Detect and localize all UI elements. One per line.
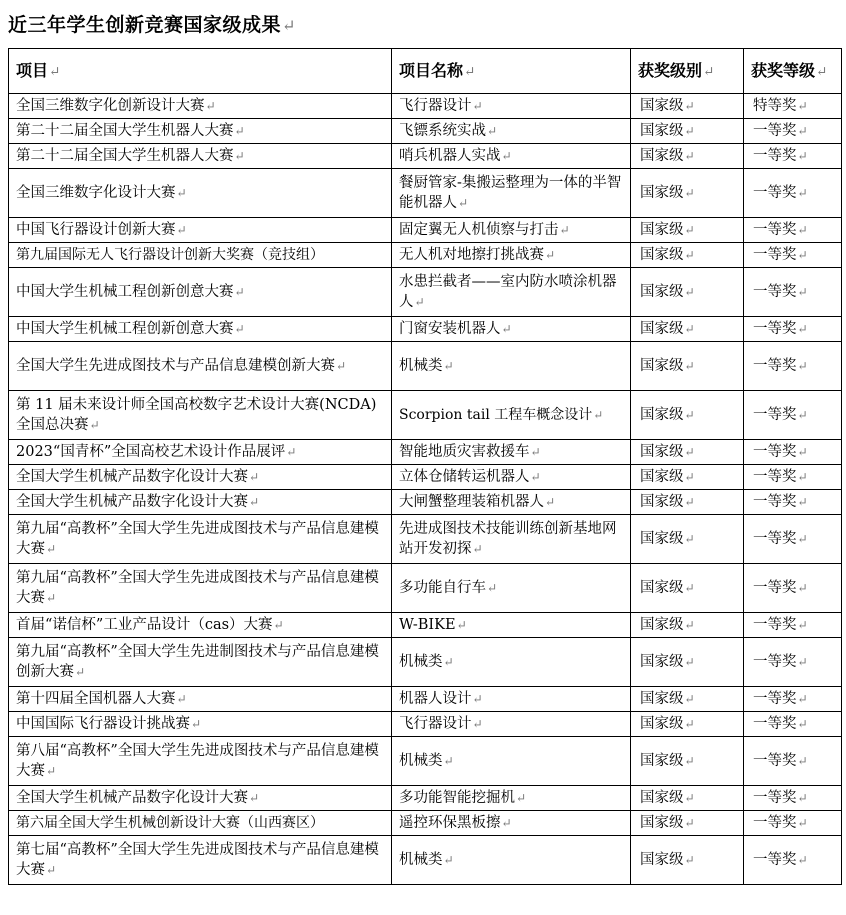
table-row (9, 811, 842, 836)
cell-project: 第二十二届全国大学生机器人大赛↵ (9, 144, 392, 169)
table-row (9, 638, 842, 687)
cell-award-level: 国家级↵ (631, 515, 744, 564)
cell-award-grade: 一等奖↵ (744, 687, 842, 712)
cell-award-level: 国家级↵ (631, 786, 744, 811)
table-row (9, 712, 842, 737)
cell-award-grade: 一等奖↵ (744, 391, 842, 440)
table-row (9, 342, 842, 391)
table-row (9, 391, 842, 440)
cell-project: 2023“国青杯”全国高校艺术设计作品展评↵ (9, 440, 392, 465)
cell-project-name: 遥控环保黑板擦↵ (392, 811, 631, 836)
cell-project: 中国大学生机械工程创新创意大赛↵ (9, 317, 392, 342)
cell-award-grade: 一等奖↵ (744, 440, 842, 465)
table-row (9, 786, 842, 811)
cell-project: 全国大学生机械产品数字化设计大赛↵ (9, 490, 392, 515)
cell-project-name: 餐厨管家-集搬运整理为一体的半智能机器人↵ (392, 169, 631, 218)
cell-project-name: 机械类↵ (392, 638, 631, 687)
cell-project-name: 无人机对地擦打挑战赛↵ (392, 243, 631, 268)
cell-award-grade: 一等奖↵ (744, 144, 842, 169)
cell-award-level: 国家级↵ (631, 119, 744, 144)
cell-award-level: 国家级↵ (631, 243, 744, 268)
cell-award-grade: 一等奖↵ (744, 317, 842, 342)
cell-project-name: 固定翼无人机侦察与打击↵ (392, 218, 631, 243)
cell-project-name: 多功能自行车↵ (392, 564, 631, 613)
cell-project-name: 飞镖系统实战↵ (392, 119, 631, 144)
cell-award-grade: 一等奖↵ (744, 811, 842, 836)
cell-project: 第八届“高教杯”全国大学生先进成图技术与产品信息建模大赛↵ (9, 737, 392, 786)
cell-award-grade: 一等奖↵ (744, 342, 842, 391)
cell-award-grade: 一等奖↵ (744, 119, 842, 144)
cell-project-name: 哨兵机器人实战↵ (392, 144, 631, 169)
cell-award-grade: 一等奖↵ (744, 712, 842, 737)
cell-project: 首届“诺信杯”工业产品设计（cas）大赛↵ (9, 613, 392, 638)
cell-project: 第二十二届全国大学生机器人大赛↵ (9, 119, 392, 144)
cell-project-name: 飞行器设计↵ (392, 712, 631, 737)
table-header-row (9, 49, 842, 94)
cell-project: 第十四届全国机器人大赛↵ (9, 687, 392, 712)
cell-project-name: 先进成图技术技能训练创新基地网站开发初探↵ (392, 515, 631, 564)
cell-award-level: 国家级↵ (631, 490, 744, 515)
header-project-name: 项目名称↵ (392, 49, 631, 94)
cell-project-name: 机械类↵ (392, 342, 631, 391)
cell-award-level: 国家级↵ (631, 218, 744, 243)
header-award-grade: 获奖等级↵ (744, 49, 842, 94)
cell-project-name: 机械类↵ (392, 737, 631, 786)
header-award-level: 获奖级别↵ (631, 49, 744, 94)
cell-award-level: 国家级↵ (631, 144, 744, 169)
header-project: 项目↵ (9, 49, 392, 94)
cell-project: 第九届“高教杯”全国大学生先进成图技术与产品信息建模大赛↵ (9, 564, 392, 613)
cell-award-level: 国家级↵ (631, 94, 744, 119)
cell-project-name: 立体仓储转运机器人↵ (392, 465, 631, 490)
table-row (9, 490, 842, 515)
cell-project-name: Scorpion tail 工程车概念设计↵ (392, 391, 631, 440)
cell-award-grade: 一等奖↵ (744, 490, 842, 515)
cell-project-name: 智能地质灾害救援车↵ (392, 440, 631, 465)
cell-award-grade: 一等奖↵ (744, 836, 842, 885)
table-row (9, 119, 842, 144)
cell-project: 第七届“高教杯”全国大学生先进成图技术与产品信息建模大赛↵ (9, 836, 392, 885)
cell-project: 全国三维数字化设计大赛↵ (9, 169, 392, 218)
cell-award-level: 国家级↵ (631, 268, 744, 317)
cell-project-name: 水患拦截者——室内防水喷涂机器人↵ (392, 268, 631, 317)
table-row (9, 169, 842, 218)
cell-award-grade: 一等奖↵ (744, 465, 842, 490)
cell-award-grade: 一等奖↵ (744, 243, 842, 268)
cell-project-name: 飞行器设计↵ (392, 94, 631, 119)
cell-project: 中国国际飞行器设计挑战赛↵ (9, 712, 392, 737)
cell-award-grade: 一等奖↵ (744, 786, 842, 811)
cell-project-name: 大闸蟹整理装箱机器人↵ (392, 490, 631, 515)
cell-award-level: 国家级↵ (631, 811, 744, 836)
cell-project-name: 机械类↵ (392, 836, 631, 885)
table-row (9, 268, 842, 317)
cell-award-level: 国家级↵ (631, 687, 744, 712)
cell-award-level: 国家级↵ (631, 169, 744, 218)
cell-award-level: 国家级↵ (631, 564, 744, 613)
table-row (9, 440, 842, 465)
cell-award-grade: 一等奖↵ (744, 638, 842, 687)
table-row (9, 144, 842, 169)
table-row (9, 737, 842, 786)
cell-project: 中国大学生机械工程创新创意大赛↵ (9, 268, 392, 317)
awards-table (8, 48, 842, 885)
cell-award-grade: 一等奖↵ (744, 737, 842, 786)
cell-award-grade: 一等奖↵ (744, 268, 842, 317)
cell-award-level: 国家级↵ (631, 317, 744, 342)
table-row (9, 94, 842, 119)
cell-project: 全国大学生机械产品数字化设计大赛↵ (9, 786, 392, 811)
cell-award-level: 国家级↵ (631, 465, 744, 490)
cell-project: 全国三维数字化创新设计大赛↵ (9, 94, 392, 119)
table-row (9, 613, 842, 638)
table-row (9, 465, 842, 490)
cell-award-grade: 一等奖↵ (744, 515, 842, 564)
cell-award-level: 国家级↵ (631, 391, 744, 440)
cell-project: 第九届“高教杯”全国大学生先进成图技术与产品信息建模大赛↵ (9, 515, 392, 564)
cell-project: 第六届全国大学生机械创新设计大赛（山西赛区） (9, 811, 392, 836)
table-row (9, 687, 842, 712)
table-row (9, 218, 842, 243)
cell-award-level: 国家级↵ (631, 737, 744, 786)
cell-project: 全国大学生先进成图技术与产品信息建模创新大赛↵ (9, 342, 392, 391)
cell-project-name: W-BIKE↵ (392, 613, 631, 638)
table-row (9, 317, 842, 342)
table-row (9, 515, 842, 564)
cell-award-level: 国家级↵ (631, 712, 744, 737)
cell-award-grade: 一等奖↵ (744, 218, 842, 243)
cell-award-level: 国家级↵ (631, 613, 744, 638)
cell-project: 第 11 届未来设计师全国高校数字艺术设计大赛(NCDA)全国总决赛↵ (9, 391, 392, 440)
cell-award-grade: 一等奖↵ (744, 613, 842, 638)
cell-award-level: 国家级↵ (631, 440, 744, 465)
table-row (9, 243, 842, 268)
cell-award-grade: 特等奖↵ (744, 94, 842, 119)
table-row (9, 564, 842, 613)
cell-project: 中国飞行器设计创新大赛↵ (9, 218, 392, 243)
table-row (9, 836, 842, 885)
cell-award-level: 国家级↵ (631, 638, 744, 687)
cell-project-name: 多功能智能挖掘机↵ (392, 786, 631, 811)
cell-award-grade: 一等奖↵ (744, 169, 842, 218)
cell-project: 全国大学生机械产品数字化设计大赛↵ (9, 465, 392, 490)
cell-award-level: 国家级↵ (631, 836, 744, 885)
document-title: 近三年学生创新竞赛国家级成果↵ (8, 14, 297, 36)
cell-project: 第九届“高教杯”全国大学生先进制图技术与产品信息建模创新大赛↵ (9, 638, 392, 687)
cell-project: 第九届国际无人飞行器设计创新大奖赛（竞技组） (9, 243, 392, 268)
cell-award-level: 国家级↵ (631, 342, 744, 391)
cell-project-name: 门窗安装机器人↵ (392, 317, 631, 342)
cell-award-grade: 一等奖↵ (744, 564, 842, 613)
cell-project-name: 机器人设计↵ (392, 687, 631, 712)
